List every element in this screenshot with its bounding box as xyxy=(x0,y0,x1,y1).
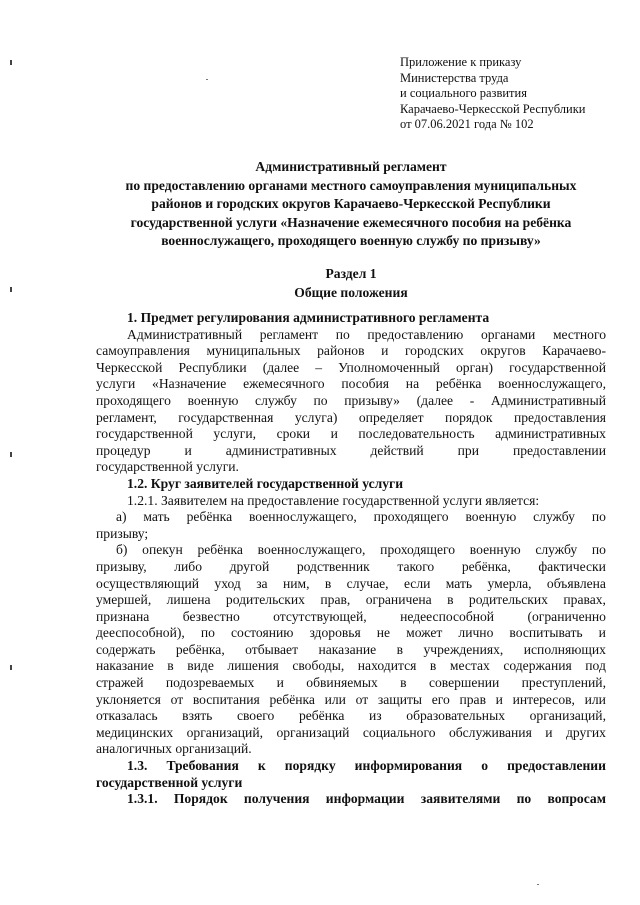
word: получения xyxy=(243,791,310,807)
word: совершении xyxy=(428,675,500,691)
item-b-line xyxy=(96,625,606,642)
word: такого xyxy=(397,558,435,574)
word: родительских xyxy=(225,592,305,608)
title-line: государственной услуги «Назначение ежемесячного пособия на ребёнка xyxy=(130,214,572,230)
word: безвестно xyxy=(182,608,240,624)
word: (ограниченно xyxy=(527,608,606,624)
word: а) xyxy=(116,509,127,525)
info-heading-line: государственной услуги xyxy=(96,774,243,790)
word: в xyxy=(324,575,332,591)
item-b-line xyxy=(96,559,606,576)
annex-line: от 07.06.2021 года № 102 xyxy=(400,117,534,131)
word: ребёнка, xyxy=(461,558,511,574)
word: по xyxy=(516,791,532,807)
word: предоставлении xyxy=(507,758,606,774)
word: исполняющих xyxy=(523,641,606,657)
word: может xyxy=(406,625,443,641)
word: услуга) xyxy=(294,409,338,425)
word: при xyxy=(457,442,479,458)
word: на xyxy=(405,376,420,392)
text-line xyxy=(96,426,606,443)
word: недееспособной xyxy=(400,608,495,624)
word: – xyxy=(315,359,323,375)
word: стражей xyxy=(96,675,144,691)
word: других xyxy=(565,724,606,740)
word: в xyxy=(396,641,404,657)
word: и xyxy=(495,691,503,707)
title-line: районов и городских округов Карачаево-Черкесской Республики xyxy=(151,196,551,211)
word: своего xyxy=(236,708,275,724)
word: услуги, xyxy=(213,426,257,442)
text-line xyxy=(96,443,606,460)
word: случае, xyxy=(346,575,389,591)
word: местах xyxy=(449,658,490,674)
word: фактически xyxy=(538,558,606,574)
word: и xyxy=(381,343,389,359)
word: и xyxy=(545,724,553,740)
margin-mark xyxy=(10,665,12,670)
margin-mark xyxy=(10,452,12,457)
title-line: военнослужащего, проходящего военную службу по призыву» xyxy=(161,233,541,248)
word: проходящего xyxy=(96,392,171,408)
item-b-line xyxy=(96,542,606,559)
word: государственная xyxy=(178,409,274,425)
applicants-heading: 1.2. Круг заявителей государственной услуги xyxy=(127,475,404,491)
item-a-line xyxy=(96,509,606,526)
word: (далее xyxy=(262,359,300,375)
word: самоуправления xyxy=(96,343,190,359)
word: призыву» xyxy=(344,392,400,408)
word: если xyxy=(403,575,431,591)
word: или xyxy=(584,691,606,707)
word: последовательность xyxy=(358,426,475,442)
word: защиты xyxy=(377,691,423,707)
text-line xyxy=(96,410,606,427)
word: наказание xyxy=(318,641,377,657)
text-line xyxy=(96,327,606,344)
word: мать xyxy=(143,509,170,525)
item-b-line xyxy=(96,725,606,742)
word: признана xyxy=(96,608,150,624)
info-heading-line xyxy=(96,758,606,775)
margin-mark xyxy=(10,60,12,65)
word: военнослужащего, xyxy=(257,542,366,558)
word: другой xyxy=(229,558,270,574)
word: вопросам xyxy=(547,791,606,807)
word: (далее xyxy=(416,392,454,408)
word: порядок xyxy=(445,409,493,425)
section-number: Раздел 1 xyxy=(325,266,377,281)
word: ежемесячного xyxy=(243,376,325,392)
word: ребёнка xyxy=(269,691,315,707)
word: за xyxy=(256,575,268,591)
item-b-line xyxy=(96,658,606,675)
word: государственной xyxy=(509,359,606,375)
word: в xyxy=(447,592,454,608)
word: Административный xyxy=(490,392,606,408)
subject-heading: 1. Предмет регулирования административного регламента xyxy=(127,310,490,325)
word: по xyxy=(591,509,606,525)
word: находится xyxy=(357,658,417,674)
item-b-line xyxy=(96,609,606,626)
word: военную xyxy=(469,542,521,558)
word: службу xyxy=(255,392,297,408)
word: пособия xyxy=(341,376,390,392)
word: уклоняется xyxy=(96,691,161,707)
word: интересов, xyxy=(512,691,575,707)
word: подозреваемых xyxy=(165,675,255,691)
word: социального xyxy=(362,724,436,740)
section-name: Общие положения xyxy=(294,284,408,300)
word: «Назначение xyxy=(152,376,227,392)
word: учреждениях, xyxy=(423,641,504,657)
word: предоставлению xyxy=(367,326,464,342)
word: прав xyxy=(459,691,486,707)
annex-block xyxy=(400,55,630,133)
word: городских xyxy=(404,343,464,359)
word: орган) xyxy=(456,359,494,375)
text-line xyxy=(96,393,606,410)
word: Административный xyxy=(127,326,243,342)
word: - xyxy=(469,392,475,408)
word: по xyxy=(200,625,215,641)
word: отбывает xyxy=(245,641,299,657)
word: из xyxy=(369,708,382,724)
word: осуществляющий xyxy=(96,575,200,591)
text-line xyxy=(96,376,606,393)
word: умерла, xyxy=(487,575,532,591)
word: службу xyxy=(533,509,575,525)
word: умершей, xyxy=(96,592,152,608)
word: порядку xyxy=(284,758,336,774)
word: ребёнка xyxy=(186,509,233,525)
word: взять xyxy=(182,708,213,724)
word: обвиняемых xyxy=(306,675,378,691)
word: организаций, xyxy=(186,724,264,740)
word: предоставления xyxy=(513,409,606,425)
item-b-line xyxy=(96,708,606,725)
word: проходящего xyxy=(373,509,449,525)
word: 1.3. xyxy=(127,758,148,774)
word: информирования xyxy=(354,758,463,774)
applicants-intro: 1.2.1. Заявителем на предоставление государственной услуги является: xyxy=(127,492,540,508)
word: и xyxy=(276,675,284,691)
word: регламент, xyxy=(96,409,157,425)
word: органами xyxy=(480,326,536,342)
title-line: по предоставлению органами местного самоуправления муниципальных xyxy=(125,177,577,193)
word: военную xyxy=(465,509,517,525)
word: к xyxy=(257,758,266,774)
word: сроки xyxy=(276,426,311,442)
word: ним, xyxy=(282,575,310,591)
word: местного xyxy=(552,326,606,342)
word: прав, xyxy=(320,592,351,608)
item-b-line: аналогичных организаций. xyxy=(96,741,252,757)
procedure-line xyxy=(96,791,606,808)
item-b-line xyxy=(96,592,606,609)
word: не xyxy=(376,625,391,641)
word: по xyxy=(591,542,606,558)
word: Требования xyxy=(166,758,239,774)
word: наказание xyxy=(96,658,154,674)
word: содержания xyxy=(503,658,572,674)
document-title xyxy=(96,158,606,251)
word: в xyxy=(429,658,437,674)
word: родственник xyxy=(296,558,370,574)
word: уход xyxy=(214,575,241,591)
word: организаций xyxy=(276,724,350,740)
word: содержать xyxy=(96,641,156,657)
item-b-line xyxy=(96,576,606,593)
word: действий xyxy=(370,442,424,458)
word: мать xyxy=(445,575,473,591)
word: б) xyxy=(116,542,128,558)
word: службу xyxy=(535,542,578,558)
word: отказалась xyxy=(96,708,158,724)
word: здоровья xyxy=(309,625,361,641)
text-line: государственной услуги. xyxy=(96,459,239,475)
word: военную xyxy=(187,392,239,408)
word: 1.3.1. xyxy=(127,791,158,807)
word: лично xyxy=(458,625,494,641)
word: административных xyxy=(225,442,337,458)
word: в xyxy=(167,658,174,674)
word: ребёнка xyxy=(435,376,482,392)
item-b-line xyxy=(96,642,606,659)
section-header xyxy=(96,265,606,302)
title-line: Административный регламент xyxy=(255,159,447,174)
word: объявлена xyxy=(546,575,606,591)
word: определяет xyxy=(358,409,424,425)
word: военнослужащего, xyxy=(248,509,357,525)
word: родительских xyxy=(468,592,548,608)
word: ограничена xyxy=(365,592,432,608)
scan-speck xyxy=(206,79,208,80)
word: по xyxy=(335,326,350,342)
word: и xyxy=(330,426,338,442)
word: либо xyxy=(174,558,203,574)
word: организаций, xyxy=(529,708,606,724)
word: административных xyxy=(495,426,606,442)
word: от xyxy=(355,691,369,707)
word: по xyxy=(313,392,328,408)
word: преступлений, xyxy=(521,675,606,691)
word: ребёнка, xyxy=(175,641,225,657)
word: заявителями xyxy=(420,791,501,807)
text-line xyxy=(96,360,606,377)
word: правах, xyxy=(563,592,606,608)
word: виде xyxy=(187,658,214,674)
word: государственной xyxy=(96,426,193,442)
word: Уполномоченный xyxy=(338,359,440,375)
word: лишена xyxy=(166,592,211,608)
word: обслуживания xyxy=(448,724,532,740)
item-b-line xyxy=(96,675,606,692)
scan-speck xyxy=(537,884,539,885)
word: или xyxy=(324,691,346,707)
word: свободы, xyxy=(292,658,345,674)
word: Карачаево- xyxy=(542,343,606,359)
word: проходящего xyxy=(380,542,456,558)
word: Республики xyxy=(178,359,247,375)
word: ребёнка xyxy=(298,708,345,724)
word: воспитывать xyxy=(509,625,583,641)
word: состоянию xyxy=(230,625,294,641)
text-line xyxy=(96,343,606,360)
word: под xyxy=(585,658,606,674)
item-b-line xyxy=(96,692,606,709)
word: военнослужащего, xyxy=(498,376,606,392)
word: муниципальных xyxy=(206,343,301,359)
word: медицинских xyxy=(96,724,174,740)
document-body xyxy=(96,310,606,808)
word: дееспособной), xyxy=(96,625,185,641)
word: ребёнка xyxy=(197,542,243,558)
word: о xyxy=(481,758,489,774)
word: образовательных xyxy=(406,708,505,724)
word: отсутствующей, xyxy=(273,608,367,624)
word: лишения xyxy=(227,658,279,674)
word: процедур xyxy=(96,442,151,458)
word: регламент xyxy=(259,326,319,342)
annex-line: Карачаево-Черкесской Республики xyxy=(400,101,586,116)
word: услуги xyxy=(96,376,136,392)
word: воспитания xyxy=(192,691,260,707)
word: и xyxy=(598,625,606,641)
word: районов xyxy=(317,343,365,359)
word: призыву, xyxy=(96,558,147,574)
annex-line: Министерства труда xyxy=(400,70,509,85)
word: предоставлении xyxy=(512,442,606,458)
annex-line: Приложение к приказу xyxy=(400,55,522,69)
item-a-line: призыву; xyxy=(96,525,149,541)
word: и xyxy=(184,442,192,458)
word: его xyxy=(431,691,450,707)
word: Порядок xyxy=(173,791,228,807)
annex-line: и социального развития xyxy=(400,86,527,100)
word: округов xyxy=(480,343,526,359)
word: опекун xyxy=(142,542,183,558)
word: от xyxy=(170,691,184,707)
word: информации xyxy=(325,791,405,807)
margin-mark xyxy=(10,287,12,292)
word: Черкесской xyxy=(96,359,163,375)
word: в xyxy=(400,675,407,691)
